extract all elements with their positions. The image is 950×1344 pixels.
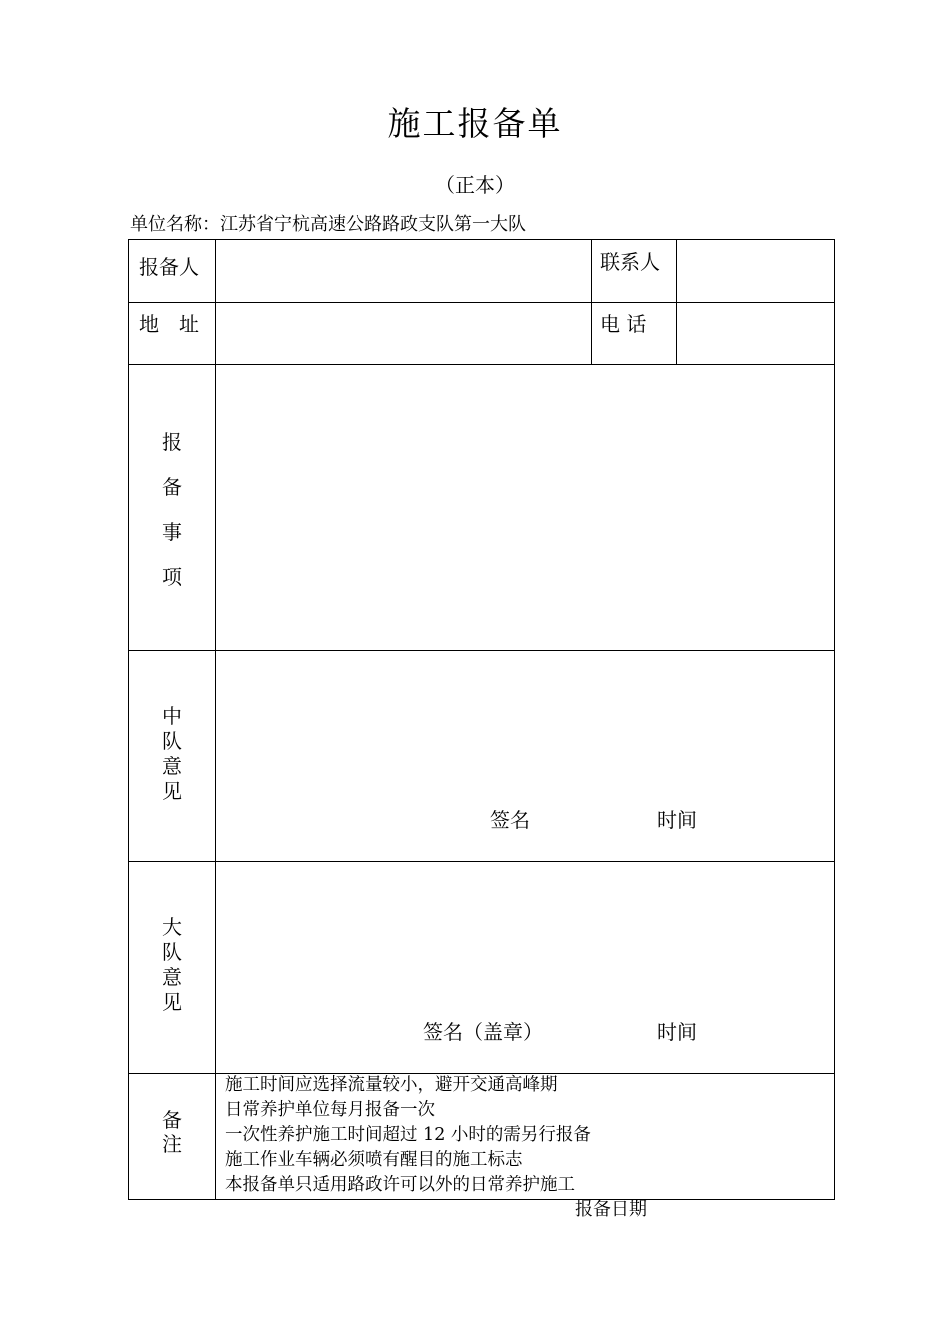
label-column-divider	[215, 240, 216, 1199]
notes-label: 备 注	[162, 1108, 182, 1156]
page-title: 施工报备单	[387, 104, 563, 143]
report-matter-label: 报 备 事 项	[162, 430, 182, 589]
report-form-table	[128, 239, 835, 1200]
page-subtitle: （正本）	[435, 173, 515, 197]
column-divider	[591, 240, 592, 364]
contact-label: 联系人	[600, 250, 660, 274]
brigade-time-label: 时间	[657, 1020, 697, 1044]
brigade-sign-label: 签名（盖章）	[423, 1020, 543, 1044]
row-divider	[129, 364, 834, 365]
row-divider	[129, 650, 834, 651]
note-item: 施工时间应选择流量较小，避开交通高峰期	[225, 1075, 558, 1095]
squad-opinion-label: 中 队 意 见	[162, 704, 182, 803]
brigade-opinion-label: 大 队 意 见	[162, 915, 182, 1014]
report-date-label: 报备日期	[575, 1199, 647, 1220]
squad-sign-label: 签名	[490, 808, 530, 832]
row-divider	[129, 861, 834, 862]
note-item: 一次性养护施工时间超过 12 小时的需另行报备	[225, 1125, 591, 1145]
note-item: 日常养护单位每月报备一次	[225, 1100, 435, 1120]
notes-list	[225, 1073, 591, 1198]
row-divider	[129, 302, 834, 303]
address-label: 地 址	[139, 312, 199, 336]
note-item: 施工作业车辆必须喷有醒目的施工标志	[225, 1150, 523, 1170]
reporter-label: 报备人	[139, 255, 199, 279]
note-item: 本报备单只适用路政许可以外的日常养护施工	[225, 1175, 575, 1195]
unit-name-line: 单位名称：江苏省宁杭高速公路路政支队第一大队	[130, 214, 526, 235]
squad-time-label: 时间	[657, 808, 697, 832]
column-divider	[676, 240, 677, 364]
phone-label: 电 话	[600, 312, 647, 336]
